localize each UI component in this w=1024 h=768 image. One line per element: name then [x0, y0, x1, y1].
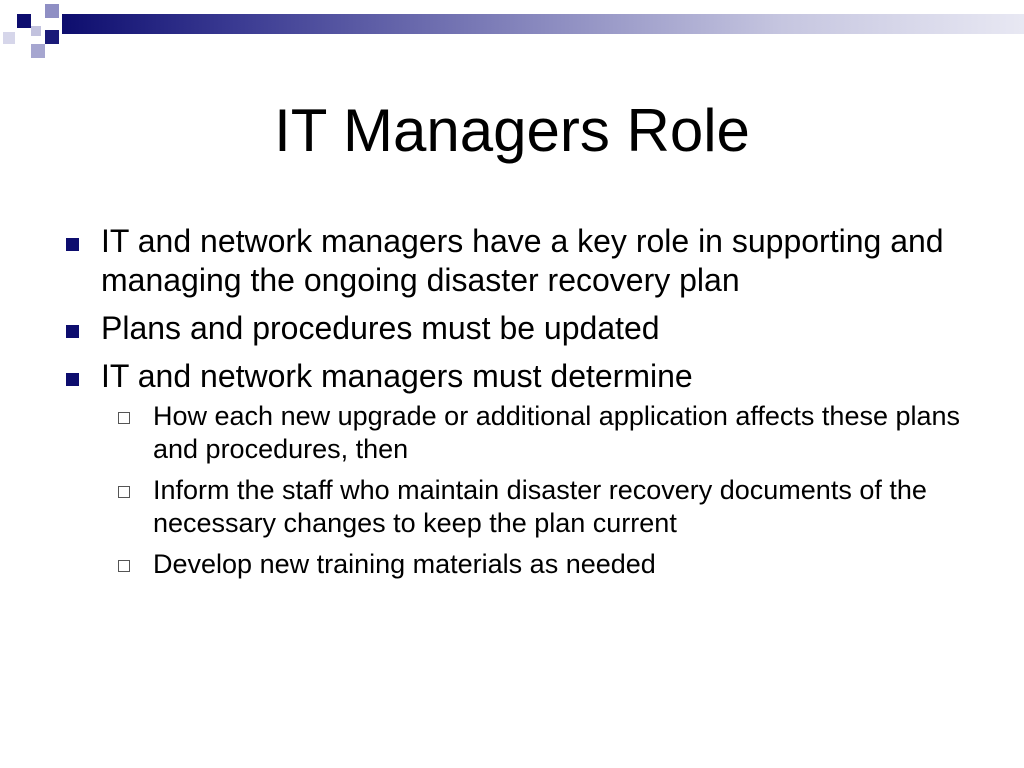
- bullet-text: Plans and procedures must be updated: [101, 310, 660, 346]
- sub-bullet-item: [109, 474, 964, 540]
- sub-bullet-text: How each new upgrade or additional application affects these plans and procedures, then: [153, 401, 961, 464]
- sub-bullet-item: [109, 400, 964, 466]
- sub-bullet-list: [101, 400, 964, 581]
- decor-square: [45, 4, 59, 18]
- bullet-item: [64, 222, 964, 300]
- sub-bullet-item: [109, 548, 964, 581]
- hollow-square-bullet-icon: [118, 560, 130, 572]
- bullet-item: [64, 357, 964, 581]
- square-bullet-icon: [66, 238, 79, 251]
- hollow-square-bullet-icon: [118, 412, 130, 424]
- decor-square: [31, 44, 45, 58]
- bullet-text: IT and network managers must determine: [101, 358, 693, 394]
- decor-square: [31, 26, 41, 36]
- decor-square: [3, 32, 15, 44]
- square-bullet-icon: [66, 325, 79, 338]
- sub-bullet-text: Develop new training materials as needed: [153, 549, 656, 579]
- header-gradient-bar: [62, 14, 1024, 34]
- decor-square: [17, 14, 31, 28]
- bullet-list: [64, 222, 964, 590]
- slide-title: IT Managers Role: [274, 97, 750, 164]
- bullet-item: [64, 309, 964, 348]
- square-bullet-icon: [66, 373, 79, 386]
- sub-bullet-text: Inform the staff who maintain disaster recovery documents of the necessary changes to keep the plan current: [153, 475, 927, 538]
- hollow-square-bullet-icon: [118, 486, 130, 498]
- decor-square: [45, 30, 59, 44]
- bullet-text: IT and network managers have a key role in supporting and managing the ongoing disaster recovery plan: [101, 223, 944, 298]
